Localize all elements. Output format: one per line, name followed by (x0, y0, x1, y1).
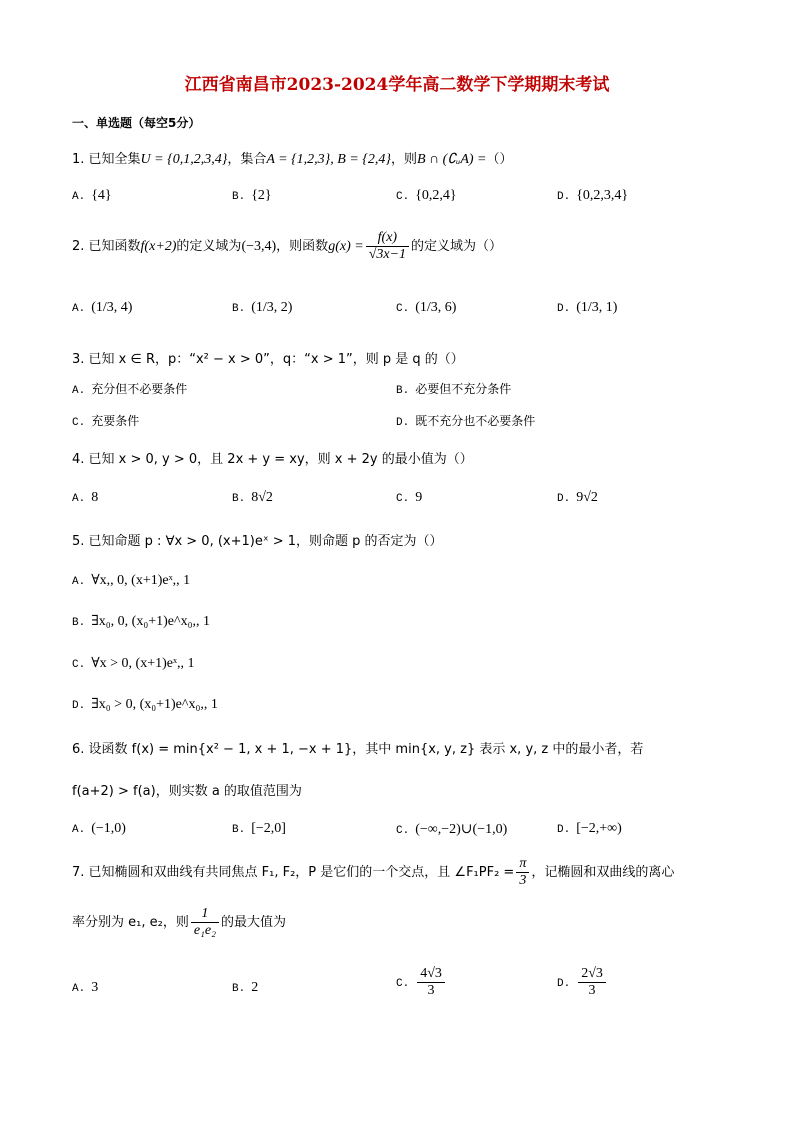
q3-option-a: A. 充分但不必要条件 (72, 382, 188, 397)
q4-option-d: D. 9√2 (557, 490, 598, 505)
section-heading: 一、单选题（每空5分） (72, 116, 201, 130)
q3-option-c: C. 充要条件 (72, 414, 140, 429)
page-title: 江西省南昌市2023-2024学年高二数学下学期期末考试 (184, 75, 610, 95)
question-6-line-1: 6. 设函数 f(x) = min{x² − 1, x + 1, −x + 1}，其中 min{x, y, z} 表示 x, y, z 中的最小者，若 (72, 742, 644, 757)
q5-option-d: D. ∃x₀ > 0, (x₀+1)e^x₀,, 1 (72, 697, 218, 712)
q2-option-b: B. (1/3, 2) (232, 300, 293, 315)
q7-option-a: A. 3 (72, 980, 99, 995)
q4-option-c: C. 9 (396, 490, 423, 505)
q6-option-a: A. (−1,0) (72, 821, 126, 836)
question-4: 4. 已知 x > 0, y > 0，且 2x + y = xy，则 x + 2y 的最小值为（） (72, 452, 473, 467)
q6-option-b: B. [−2,0] (232, 821, 286, 836)
question-7-line-2: 率分别为 e₁, e₂，则 $\frac{1}{\text{e₁e₂}}$ 的最大值为 (72, 906, 287, 938)
question-3: 3. 已知 x ∈ R，p：“x² − x > 0”，q：“x > 1”，则 p 是 q 的（） (72, 352, 464, 367)
q7-option-d: D. $\frac{2√3}{3}$ (557, 966, 608, 999)
q7-option-c: C. $\frac{4√3}{3}$ (396, 966, 447, 999)
question-5: 5. 已知命题 p : ∀x > 0, (x+1)eˣ > 1，则命题 p 的否定为（） (72, 534, 443, 549)
q6-option-d: D. [−2,+∞) (557, 821, 622, 836)
q4-option-a: A. 8 (72, 490, 99, 505)
q1-option-a: A. {4} (72, 188, 112, 203)
q3-option-d: D. 既不充分也不必要条件 (396, 414, 536, 429)
q1-option-d: D. {0,2,3,4} (557, 188, 629, 203)
q5-option-a: A. ∀x,, 0, (x+1)eˣ,, 1 (72, 573, 191, 588)
question-1: 1. 已知全集U = {0,1,2,3,4}，集合A = {1,2,3}, B = {2,4}，则B ∩ (∁ᵤA) =（） (72, 152, 513, 167)
q3-option-b: B. 必要但不充分条件 (396, 382, 512, 397)
q2-option-a: A. (1/3, 4) (72, 300, 133, 315)
q6-option-c: C. (−∞,−2)∪(−1,0) (396, 822, 508, 837)
q2-option-d: D. (1/3, 1) (557, 300, 618, 315)
q5-option-b: B. ∃x₀, 0, (x₀+1)e^x₀,, 1 (72, 614, 210, 629)
question-7-line-1: 7. 已知椭圆和双曲线有共同焦点 F₁, F₂，P 是它们的一个交点，且 ∠F₁PF₂ = $\frac{\pi}{3}$ ，记椭圆和双曲线的离心 (72, 856, 675, 888)
question-6-line-2: f(a+2) > f(a)，则实数 a 的取值范围为 (72, 784, 302, 799)
question-2: 2. 已知函数f(x+2)的定义域为(−3,4)，则函数g(x) = $\frac{f(x)}{√3x-1}$ 的定义域为（） (72, 230, 503, 262)
q4-option-b: B. 8√2 (232, 490, 273, 505)
q5-option-c: C. ∀x > 0, (x+1)eˣ,, 1 (72, 656, 195, 671)
q1-option-b: B. {2} (232, 188, 272, 203)
q1-option-c: C. {0,2,4} (396, 188, 457, 203)
q2-option-c: C. (1/3, 6) (396, 300, 457, 315)
q7-option-b: B. 2 (232, 980, 259, 995)
